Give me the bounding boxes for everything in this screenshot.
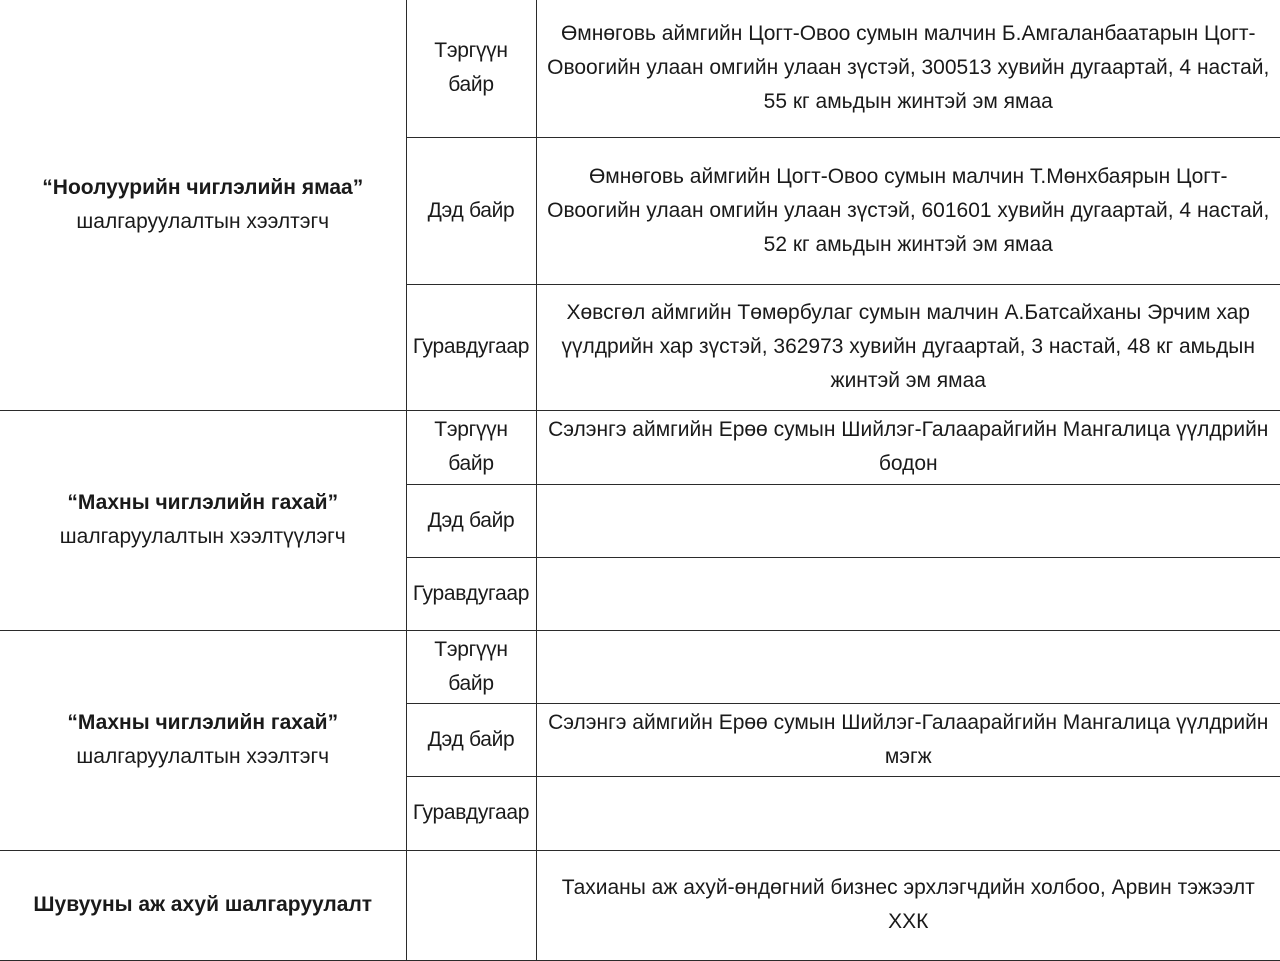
place-cell: Гуравдугаар (406, 557, 536, 630)
place-cell: Тэргүүн байр (406, 630, 536, 703)
place-cell: Дэд байр (406, 484, 536, 557)
category-cell (0, 850, 406, 960)
category-suffix: шалгаруулалтын хээлтүүлэгч (59, 525, 346, 548)
description-cell (536, 557, 1280, 630)
place-cell: Гуравдугаар (406, 284, 536, 410)
table-row (0, 850, 1280, 960)
category-title: “Махны чиглэлийн гахай” (67, 711, 339, 734)
description-cell: Тахианы аж ахуй-өндөгний бизнес эрхлэгчдийн холбоо, Арвин тэжээлт ХХК (536, 850, 1280, 960)
place-cell (406, 850, 536, 960)
place-cell: Гуравдугаар (406, 776, 536, 850)
table-row (0, 630, 1280, 703)
description-cell: Сэлэнгэ аймгийн Ерөө сумын Шийлэг-Галаарайгийн Мангалица үүлдрийн мэгж (536, 703, 1280, 776)
category-title: “Ноолуурийн чиглэлийн ямаа” (42, 175, 364, 199)
category-cell (0, 630, 406, 850)
category-title: “Махны чиглэлийн гахай” (67, 491, 339, 514)
description-cell: Өмнөговь аймгийн Цогт-Овоо сумын малчин Т.Мөнхбаярын Цогт-Овоогийн улаан омгийн улаан зүстэй, 601601 хувийн дугаартай, 4 настай, 52 кг амьдын жинтэй эм ямаа (536, 137, 1280, 284)
description-cell: Өмнөговь аймгийн Цогт-Овоо сумын малчин Б.Амгаланбаатарын Цогт-Овоогийн улаан омгийн улаан зүстэй, 300513 хувийн дугаартай, 4 настай, 55 кг амьдын жинтэй эм ямаа (536, 0, 1280, 137)
description-cell (536, 484, 1280, 557)
category-suffix: шалгаруулалтын хээлтэгч (76, 745, 330, 768)
description-cell: Сэлэнгэ аймгийн Ерөө сумын Шийлэг-Галаарайгийн Мангалица үүлдрийн бодон (536, 410, 1280, 484)
category-cell (0, 0, 406, 410)
category-cell (0, 410, 406, 630)
description-cell (536, 776, 1280, 850)
table-row (0, 410, 1280, 484)
category-suffix: шалгаруулалтын хээлтэгч (76, 209, 330, 233)
place-cell: Тэргүүн байр (406, 0, 536, 137)
category-title: Шувууны аж ахуй шалгаруулалт (33, 893, 373, 916)
description-cell (536, 630, 1280, 703)
place-cell: Дэд байр (406, 137, 536, 284)
description-cell: Хөвсгөл аймгийн Төмөрбулаг сумын малчин А.Батсайханы Эрчим хар үүлдрийн хар зүстэй, 362973 хувийн дугаартай, 3 настай, 48 кг амьдын жинтэй эм ямаа (536, 284, 1280, 410)
table-row (0, 0, 1280, 137)
place-cell: Дэд байр (406, 703, 536, 776)
place-cell: Тэргүүн байр (406, 410, 536, 484)
